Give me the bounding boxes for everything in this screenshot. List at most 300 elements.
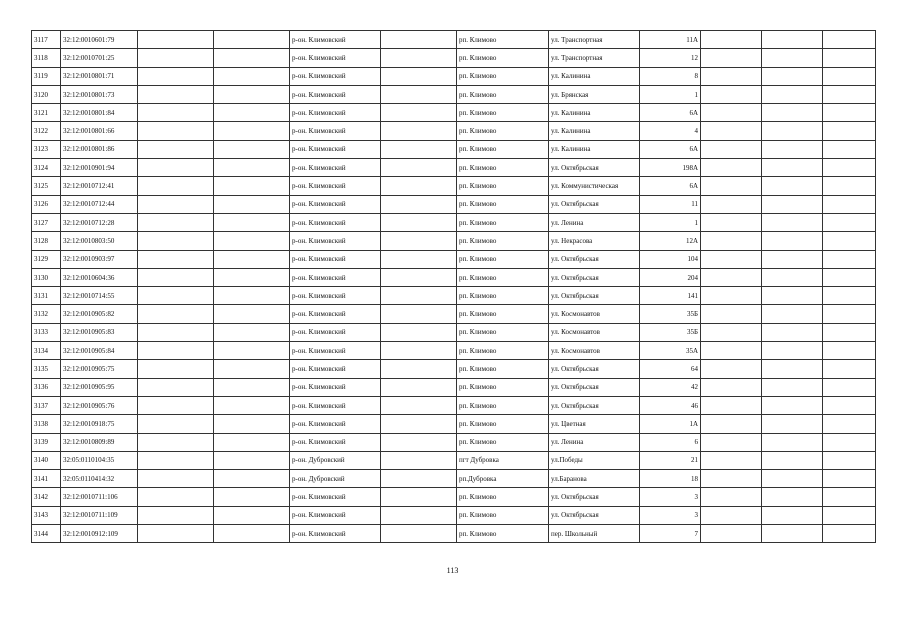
empty-cell bbox=[701, 470, 762, 488]
district-cell: р-он. Климовский bbox=[290, 342, 381, 360]
cadastral-number-cell: 32:12:0010714:55 bbox=[61, 287, 138, 305]
empty-cell bbox=[381, 104, 457, 122]
empty-cell bbox=[214, 470, 290, 488]
empty-cell bbox=[762, 213, 823, 231]
empty-cell bbox=[823, 67, 876, 85]
settlement-cell: рп. Климово bbox=[457, 31, 549, 49]
table-row bbox=[32, 49, 876, 67]
table-row bbox=[32, 506, 876, 524]
cadastral-number-cell: 32:12:0010905:82 bbox=[61, 305, 138, 323]
house-number-cell: 64 bbox=[640, 360, 701, 378]
cadastral-number-cell: 32:12:0010905:95 bbox=[61, 378, 138, 396]
empty-cell bbox=[381, 159, 457, 177]
table-row bbox=[32, 104, 876, 122]
district-cell: р-он. Климовский bbox=[290, 250, 381, 268]
empty-cell bbox=[823, 451, 876, 469]
empty-cell bbox=[138, 122, 214, 140]
settlement-cell: рп. Климово bbox=[457, 268, 549, 286]
district-cell: р-он. Климовский bbox=[290, 396, 381, 414]
empty-cell bbox=[762, 232, 823, 250]
settlement-cell: рп. Климово bbox=[457, 213, 549, 231]
empty-cell bbox=[381, 195, 457, 213]
empty-cell bbox=[823, 506, 876, 524]
empty-cell bbox=[214, 232, 290, 250]
settlement-cell: рп. Климово bbox=[457, 195, 549, 213]
empty-cell bbox=[823, 195, 876, 213]
row-number-cell: 3137 bbox=[32, 396, 61, 414]
district-cell: р-он. Климовский bbox=[290, 360, 381, 378]
house-number-cell: 8 bbox=[640, 67, 701, 85]
empty-cell bbox=[214, 488, 290, 506]
table-row bbox=[32, 250, 876, 268]
empty-cell bbox=[762, 323, 823, 341]
district-cell: р-он. Климовский bbox=[290, 323, 381, 341]
settlement-cell: рп. Климово bbox=[457, 140, 549, 158]
empty-cell bbox=[214, 305, 290, 323]
row-number-cell: 3125 bbox=[32, 177, 61, 195]
empty-cell bbox=[701, 159, 762, 177]
district-cell: р-он. Климовский bbox=[290, 195, 381, 213]
empty-cell bbox=[762, 159, 823, 177]
settlement-cell: рп. Климово bbox=[457, 232, 549, 250]
table-row bbox=[32, 213, 876, 231]
empty-cell bbox=[381, 451, 457, 469]
street-cell: ул. Коммунистическая bbox=[549, 177, 640, 195]
house-number-cell: 198А bbox=[640, 159, 701, 177]
empty-cell bbox=[381, 433, 457, 451]
empty-cell bbox=[138, 250, 214, 268]
empty-cell bbox=[823, 268, 876, 286]
settlement-cell: рп.Дубровка bbox=[457, 470, 549, 488]
empty-cell bbox=[381, 250, 457, 268]
empty-cell bbox=[381, 122, 457, 140]
empty-cell bbox=[701, 49, 762, 67]
empty-cell bbox=[214, 49, 290, 67]
empty-cell bbox=[381, 85, 457, 103]
empty-cell bbox=[214, 104, 290, 122]
table-row bbox=[32, 415, 876, 433]
empty-cell bbox=[138, 287, 214, 305]
empty-cell bbox=[138, 506, 214, 524]
empty-cell bbox=[138, 159, 214, 177]
table-row bbox=[32, 451, 876, 469]
empty-cell bbox=[214, 250, 290, 268]
row-number-cell: 3126 bbox=[32, 195, 61, 213]
empty-cell bbox=[823, 31, 876, 49]
table-row bbox=[32, 360, 876, 378]
empty-cell bbox=[138, 470, 214, 488]
row-number-cell: 3128 bbox=[32, 232, 61, 250]
settlement-cell: рп. Климово bbox=[457, 323, 549, 341]
row-number-cell: 3139 bbox=[32, 433, 61, 451]
house-number-cell: 21 bbox=[640, 451, 701, 469]
empty-cell bbox=[823, 360, 876, 378]
empty-cell bbox=[762, 525, 823, 543]
street-cell: ул.Победы bbox=[549, 451, 640, 469]
district-cell: р-он. Климовский bbox=[290, 67, 381, 85]
row-number-cell: 3135 bbox=[32, 360, 61, 378]
row-number-cell: 3119 bbox=[32, 67, 61, 85]
table-row bbox=[32, 195, 876, 213]
empty-cell bbox=[138, 305, 214, 323]
empty-cell bbox=[762, 268, 823, 286]
street-cell: ул. Транспортная bbox=[549, 31, 640, 49]
district-cell: р-он. Климовский bbox=[290, 232, 381, 250]
empty-cell bbox=[214, 213, 290, 231]
table-row bbox=[32, 159, 876, 177]
table-row bbox=[32, 232, 876, 250]
settlement-cell: рп. Климово bbox=[457, 360, 549, 378]
district-cell: р-он. Климовский bbox=[290, 305, 381, 323]
house-number-cell: 35Б bbox=[640, 323, 701, 341]
empty-cell bbox=[138, 49, 214, 67]
table-row bbox=[32, 396, 876, 414]
table-row bbox=[32, 67, 876, 85]
street-cell: ул. Калинина bbox=[549, 67, 640, 85]
settlement-cell: рп. Климово bbox=[457, 177, 549, 195]
street-cell: ул. Брянская bbox=[549, 85, 640, 103]
table-row bbox=[32, 488, 876, 506]
table-row bbox=[32, 122, 876, 140]
cadastral-number-cell: 32:12:0010918:75 bbox=[61, 415, 138, 433]
empty-cell bbox=[381, 488, 457, 506]
settlement-cell: рп. Климово bbox=[457, 159, 549, 177]
empty-cell bbox=[381, 213, 457, 231]
district-cell: р-он. Климовский bbox=[290, 140, 381, 158]
empty-cell bbox=[701, 104, 762, 122]
house-number-cell: 204 bbox=[640, 268, 701, 286]
row-number-cell: 3133 bbox=[32, 323, 61, 341]
empty-cell bbox=[381, 323, 457, 341]
table-row bbox=[32, 525, 876, 543]
settlement-cell: рп. Климово bbox=[457, 488, 549, 506]
house-number-cell: 35А bbox=[640, 342, 701, 360]
cadastral-number-cell: 32:12:0010903:97 bbox=[61, 250, 138, 268]
empty-cell bbox=[823, 85, 876, 103]
empty-cell bbox=[138, 232, 214, 250]
empty-cell bbox=[762, 287, 823, 305]
row-number-cell: 3117 bbox=[32, 31, 61, 49]
row-number-cell: 3132 bbox=[32, 305, 61, 323]
empty-cell bbox=[381, 360, 457, 378]
empty-cell bbox=[701, 67, 762, 85]
row-number-cell: 3134 bbox=[32, 342, 61, 360]
cadastral-number-cell: 32:12:0010801:71 bbox=[61, 67, 138, 85]
empty-cell bbox=[762, 195, 823, 213]
row-number-cell: 3140 bbox=[32, 451, 61, 469]
empty-cell bbox=[138, 396, 214, 414]
empty-cell bbox=[762, 85, 823, 103]
district-cell: р-он. Климовский bbox=[290, 415, 381, 433]
district-cell: р-он. Климовский bbox=[290, 85, 381, 103]
empty-cell bbox=[214, 122, 290, 140]
district-cell: р-он. Климовский bbox=[290, 433, 381, 451]
settlement-cell: рп. Климово bbox=[457, 67, 549, 85]
empty-cell bbox=[381, 525, 457, 543]
house-number-cell: 4 bbox=[640, 122, 701, 140]
empty-cell bbox=[762, 49, 823, 67]
settlement-cell: рп. Климово bbox=[457, 525, 549, 543]
settlement-cell: пгт Дубровка bbox=[457, 451, 549, 469]
street-cell: ул. Ленина bbox=[549, 433, 640, 451]
row-number-cell: 3138 bbox=[32, 415, 61, 433]
row-number-cell: 3130 bbox=[32, 268, 61, 286]
empty-cell bbox=[138, 140, 214, 158]
street-cell: ул. Космонавтов bbox=[549, 323, 640, 341]
empty-cell bbox=[138, 213, 214, 231]
empty-cell bbox=[138, 360, 214, 378]
empty-cell bbox=[701, 323, 762, 341]
empty-cell bbox=[381, 268, 457, 286]
house-number-cell: 1 bbox=[640, 85, 701, 103]
empty-cell bbox=[701, 451, 762, 469]
street-cell: ул. Октябрьская bbox=[549, 195, 640, 213]
settlement-cell: рп. Климово bbox=[457, 433, 549, 451]
empty-cell bbox=[762, 305, 823, 323]
cadastral-number-cell: 32:12:0010912:109 bbox=[61, 525, 138, 543]
street-cell: пер. Школьный bbox=[549, 525, 640, 543]
street-cell: ул. Октябрьская bbox=[549, 378, 640, 396]
empty-cell bbox=[823, 49, 876, 67]
empty-cell bbox=[823, 323, 876, 341]
empty-cell bbox=[214, 433, 290, 451]
empty-cell bbox=[214, 342, 290, 360]
cadastral-number-cell: 32:12:0010801:86 bbox=[61, 140, 138, 158]
cadastral-number-cell: 32:12:0010701:25 bbox=[61, 49, 138, 67]
house-number-cell: 12 bbox=[640, 49, 701, 67]
district-cell: р-он. Дубровский bbox=[290, 451, 381, 469]
district-cell: р-он. Климовский bbox=[290, 122, 381, 140]
district-cell: р-он. Климовский bbox=[290, 525, 381, 543]
empty-cell bbox=[701, 232, 762, 250]
empty-cell bbox=[823, 305, 876, 323]
district-cell: р-он. Климовский bbox=[290, 213, 381, 231]
empty-cell bbox=[138, 378, 214, 396]
empty-cell bbox=[762, 342, 823, 360]
district-cell: р-он. Климовский bbox=[290, 268, 381, 286]
cadastral-number-cell: 32:12:0010905:76 bbox=[61, 396, 138, 414]
empty-cell bbox=[701, 342, 762, 360]
district-cell: р-он. Климовский bbox=[290, 287, 381, 305]
empty-cell bbox=[823, 250, 876, 268]
street-cell: ул.Баранова bbox=[549, 470, 640, 488]
empty-cell bbox=[762, 378, 823, 396]
empty-cell bbox=[138, 67, 214, 85]
empty-cell bbox=[823, 378, 876, 396]
cadastral-number-cell: 32:12:0010905:84 bbox=[61, 342, 138, 360]
house-number-cell: 18 bbox=[640, 470, 701, 488]
empty-cell bbox=[823, 104, 876, 122]
cadastral-number-cell: 32:12:0010711:106 bbox=[61, 488, 138, 506]
empty-cell bbox=[138, 433, 214, 451]
house-number-cell: 3 bbox=[640, 488, 701, 506]
house-number-cell: 141 bbox=[640, 287, 701, 305]
cadastral-number-cell: 32:12:0010801:84 bbox=[61, 104, 138, 122]
cadastral-number-cell: 32:05:0110414:32 bbox=[61, 470, 138, 488]
empty-cell bbox=[701, 31, 762, 49]
empty-cell bbox=[381, 287, 457, 305]
empty-cell bbox=[701, 287, 762, 305]
empty-cell bbox=[214, 85, 290, 103]
street-cell: ул. Некрасова bbox=[549, 232, 640, 250]
settlement-cell: рп. Климово bbox=[457, 396, 549, 414]
empty-cell bbox=[823, 470, 876, 488]
empty-cell bbox=[823, 525, 876, 543]
row-number-cell: 3123 bbox=[32, 140, 61, 158]
empty-cell bbox=[214, 177, 290, 195]
cadastral-number-cell: 32:12:0010712:28 bbox=[61, 213, 138, 231]
settlement-cell: рп. Климово bbox=[457, 122, 549, 140]
house-number-cell: 6 bbox=[640, 433, 701, 451]
registry-table bbox=[31, 30, 876, 543]
empty-cell bbox=[823, 122, 876, 140]
empty-cell bbox=[214, 360, 290, 378]
empty-cell bbox=[762, 506, 823, 524]
row-number-cell: 3131 bbox=[32, 287, 61, 305]
table-row bbox=[32, 140, 876, 158]
row-number-cell: 3143 bbox=[32, 506, 61, 524]
settlement-cell: рп. Климово bbox=[457, 378, 549, 396]
row-number-cell: 3144 bbox=[32, 525, 61, 543]
house-number-cell: 6А bbox=[640, 177, 701, 195]
empty-cell bbox=[214, 195, 290, 213]
empty-cell bbox=[701, 488, 762, 506]
empty-cell bbox=[762, 67, 823, 85]
house-number-cell: 11 bbox=[640, 195, 701, 213]
empty-cell bbox=[138, 85, 214, 103]
empty-cell bbox=[701, 506, 762, 524]
empty-cell bbox=[823, 415, 876, 433]
house-number-cell: 1А bbox=[640, 415, 701, 433]
empty-cell bbox=[214, 31, 290, 49]
empty-cell bbox=[381, 470, 457, 488]
row-number-cell: 3127 bbox=[32, 213, 61, 231]
settlement-cell: рп. Климово bbox=[457, 85, 549, 103]
empty-cell bbox=[381, 378, 457, 396]
settlement-cell: рп. Климово bbox=[457, 342, 549, 360]
house-number-cell: 46 bbox=[640, 396, 701, 414]
street-cell: ул. Космонавтов bbox=[549, 305, 640, 323]
street-cell: ул. Ленина bbox=[549, 213, 640, 231]
empty-cell bbox=[214, 159, 290, 177]
empty-cell bbox=[823, 177, 876, 195]
empty-cell bbox=[701, 140, 762, 158]
empty-cell bbox=[762, 122, 823, 140]
district-cell: р-он. Климовский bbox=[290, 104, 381, 122]
empty-cell bbox=[701, 213, 762, 231]
street-cell: ул. Калинина bbox=[549, 140, 640, 158]
empty-cell bbox=[762, 451, 823, 469]
empty-cell bbox=[381, 415, 457, 433]
row-number-cell: 3124 bbox=[32, 159, 61, 177]
table-row bbox=[32, 305, 876, 323]
empty-cell bbox=[214, 140, 290, 158]
empty-cell bbox=[762, 140, 823, 158]
table-row bbox=[32, 323, 876, 341]
table-row bbox=[32, 177, 876, 195]
empty-cell bbox=[823, 140, 876, 158]
table-row bbox=[32, 31, 876, 49]
table-row bbox=[32, 342, 876, 360]
empty-cell bbox=[762, 177, 823, 195]
empty-cell bbox=[214, 396, 290, 414]
empty-cell bbox=[214, 525, 290, 543]
district-cell: р-он. Климовский bbox=[290, 31, 381, 49]
empty-cell bbox=[381, 342, 457, 360]
empty-cell bbox=[762, 415, 823, 433]
empty-cell bbox=[214, 268, 290, 286]
house-number-cell: 35Б bbox=[640, 305, 701, 323]
empty-cell bbox=[138, 415, 214, 433]
empty-cell bbox=[138, 104, 214, 122]
district-cell: р-он. Климовский bbox=[290, 177, 381, 195]
empty-cell bbox=[138, 342, 214, 360]
street-cell: ул. Октябрьская bbox=[549, 488, 640, 506]
empty-cell bbox=[701, 85, 762, 103]
settlement-cell: рп. Климово bbox=[457, 104, 549, 122]
empty-cell bbox=[701, 195, 762, 213]
empty-cell bbox=[762, 360, 823, 378]
street-cell: ул. Цветная bbox=[549, 415, 640, 433]
row-number-cell: 3129 bbox=[32, 250, 61, 268]
empty-cell bbox=[823, 232, 876, 250]
table-row bbox=[32, 268, 876, 286]
empty-cell bbox=[823, 342, 876, 360]
empty-cell bbox=[214, 378, 290, 396]
house-number-cell: 6А bbox=[640, 140, 701, 158]
empty-cell bbox=[138, 177, 214, 195]
empty-cell bbox=[214, 451, 290, 469]
empty-cell bbox=[138, 488, 214, 506]
row-number-cell: 3121 bbox=[32, 104, 61, 122]
empty-cell bbox=[381, 396, 457, 414]
district-cell: р-он. Дубровский bbox=[290, 470, 381, 488]
empty-cell bbox=[701, 433, 762, 451]
empty-cell bbox=[381, 177, 457, 195]
empty-cell bbox=[381, 31, 457, 49]
cadastral-number-cell: 32:12:0010604:36 bbox=[61, 268, 138, 286]
empty-cell bbox=[381, 506, 457, 524]
street-cell: ул. Транспортная bbox=[549, 49, 640, 67]
empty-cell bbox=[701, 396, 762, 414]
empty-cell bbox=[214, 67, 290, 85]
cadastral-number-cell: 32:12:0010712:44 bbox=[61, 195, 138, 213]
table-row bbox=[32, 433, 876, 451]
empty-cell bbox=[701, 525, 762, 543]
street-cell: ул. Калинина bbox=[549, 122, 640, 140]
empty-cell bbox=[701, 415, 762, 433]
cadastral-number-cell: 32:12:0010801:66 bbox=[61, 122, 138, 140]
empty-cell bbox=[138, 268, 214, 286]
row-number-cell: 3120 bbox=[32, 85, 61, 103]
street-cell: ул. Калинина bbox=[549, 104, 640, 122]
empty-cell bbox=[138, 31, 214, 49]
settlement-cell: рп. Климово bbox=[457, 305, 549, 323]
empty-cell bbox=[138, 195, 214, 213]
empty-cell bbox=[381, 232, 457, 250]
empty-cell bbox=[138, 451, 214, 469]
empty-cell bbox=[138, 525, 214, 543]
cadastral-number-cell: 32:12:0010601:79 bbox=[61, 31, 138, 49]
house-number-cell: 12А bbox=[640, 232, 701, 250]
cadastral-number-cell: 32:05:0110104:35 bbox=[61, 451, 138, 469]
settlement-cell: рп. Климово bbox=[457, 250, 549, 268]
cadastral-number-cell: 32:12:0010801:73 bbox=[61, 85, 138, 103]
settlement-cell: рп. Климово bbox=[457, 287, 549, 305]
empty-cell bbox=[381, 140, 457, 158]
district-cell: р-он. Климовский bbox=[290, 488, 381, 506]
empty-cell bbox=[214, 415, 290, 433]
